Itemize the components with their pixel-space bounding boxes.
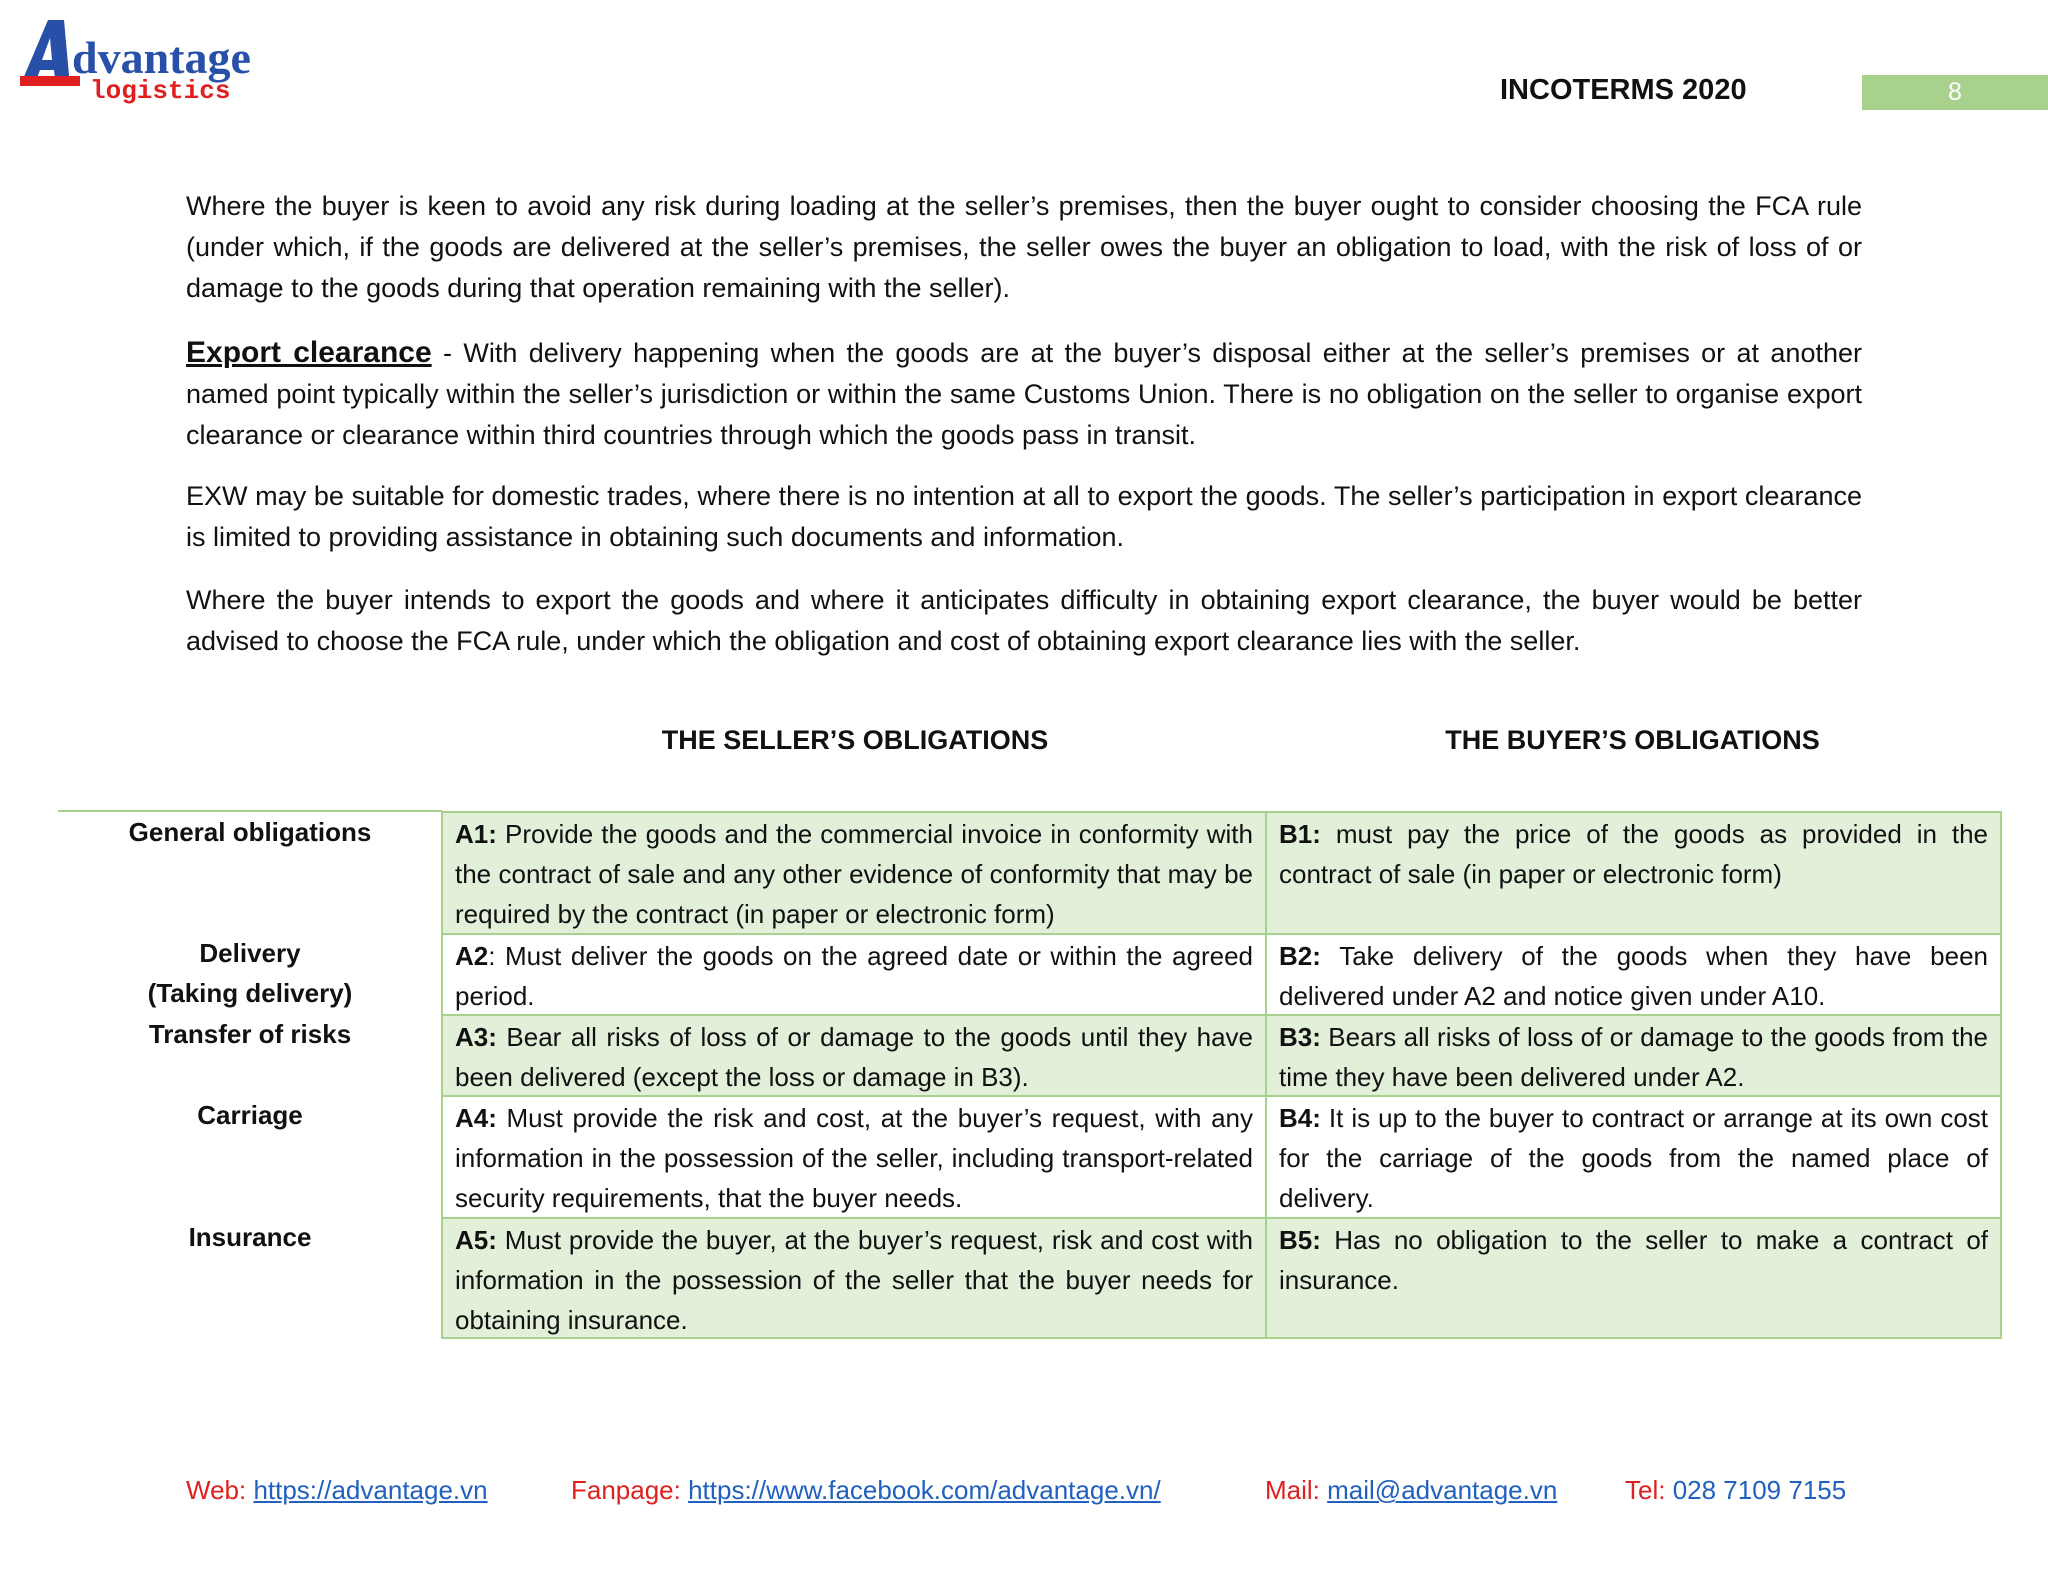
buyer-cell-b3: B3: Bears all risks of loss of or damage to the goods from the time they have been delivered under A2. (1265, 1014, 2002, 1097)
web-link[interactable]: https://advantage.vn (253, 1475, 488, 1505)
buyer-cell-b2: B2: Take delivery of the goods when they have been delivered under A2 and notice given under A10. (1265, 933, 2002, 1016)
paragraph-export-clearance (186, 332, 1862, 456)
footer-web: Web: https://advantage.vn (186, 1475, 488, 1505)
paragraph-domestic-trades: EXW may be suitable for domestic trades, where there is no intention at all to export the goods. The seller’s participation in export clearance is limited to providing assistance in obtaining such documents and information. (186, 481, 1862, 552)
buyer-obligations-header: THE BUYER’S OBLIGATIONS (1445, 725, 1820, 755)
svg-text:logistics: logistics (90, 76, 231, 106)
mail-link[interactable]: mail@advantage.vn (1327, 1475, 1558, 1505)
seller-cell-a1: A1: Provide the goods and the commercial invoice in conformity with the contract of sale and any other evidence of conformity that may be required by the contract (in paper or electronic form) (441, 811, 1267, 935)
fanpage-link[interactable]: https://www.facebook.com/advantage.vn/ (688, 1475, 1161, 1505)
seller-cell-a2: A2: Must deliver the goods on the agreed date or within the agreed period. (441, 933, 1267, 1016)
company-logo (20, 18, 265, 110)
row-label-delivery: Delivery (Taking delivery) (147, 938, 353, 1008)
paragraph-fca-loading: Where the buyer is keen to avoid any risk during loading at the seller’s premises, then the buyer ought to consider choosing the FCA rule (under which, if the goods are delivered at the seller’s premises, the seller owes the buyer an obligation to load, with the risk of loss of or damage to the goods during that operation remaining with the seller). (186, 191, 1862, 303)
row-label-insurance: Insurance (188, 1222, 312, 1252)
row-label-transfer-of-risks: Transfer of risks (148, 1019, 352, 1049)
seller-cell-a5: A5: Must provide the buyer, at the buyer’s request, risk and cost with information in the possession of the seller that the buyer needs for obtaining insurance. (441, 1217, 1267, 1339)
document-title: INCOTERMS 2020 (1500, 74, 1747, 106)
tel-number: 028 7109 7155 (1672, 1475, 1847, 1505)
buyer-cell-b5: B5: Has no obligation to the seller to make a contract of insurance. (1265, 1217, 2002, 1339)
paragraph-fca-export: Where the buyer intends to export the goods and where it anticipates difficulty in obtaining export clearance, the buyer would be better advised to choose the FCA rule, under which the obligation and cost of obtaining export clearance lies with the seller. (186, 585, 1862, 656)
seller-obligations-header: THE SELLER’S OBLIGATIONS (661, 725, 1049, 755)
row-label-carriage: Carriage (197, 1100, 303, 1130)
footer-fanpage: Fanpage: https://www.facebook.com/advantage.vn/ (571, 1475, 1161, 1505)
buyer-cell-b1: B1: must pay the price of the goods as provided in the contract of sale (in paper or electronic form) (1265, 811, 2002, 935)
export-clearance-text: - With delivery happening when the goods are at the buyer’s disposal either at the seller’s premises or at another named point typically within the seller’s jurisdiction or within the same Customs Union. There is no obligation on the seller to organise export clearance or clearance within third countries through which the goods pass in transit. (186, 338, 1862, 450)
export-clearance-heading: Export clearance (186, 336, 432, 369)
row-label-general: General obligations (128, 817, 372, 847)
svg-text:dvantage: dvantage (72, 32, 251, 83)
buyer-cell-b4: B4: It is up to the buyer to contract or arrange at its own cost for the carriage of the goods from the named place of delivery. (1265, 1095, 2002, 1219)
footer-mail: Mail: mail@advantage.vn (1265, 1475, 1558, 1505)
page-number: 8 (1862, 75, 2048, 110)
seller-cell-a4: A4: Must provide the risk and cost, at the buyer’s request, with any information in the possession of the seller, including transport-related security requirements, that the buyer needs. (441, 1095, 1267, 1219)
seller-cell-a3: A3: Bear all risks of loss of or damage to the goods until they have been delivered (except the loss or damage in B3). (441, 1014, 1267, 1097)
footer-tel: Tel: 028 7109 7155 (1625, 1475, 1847, 1505)
